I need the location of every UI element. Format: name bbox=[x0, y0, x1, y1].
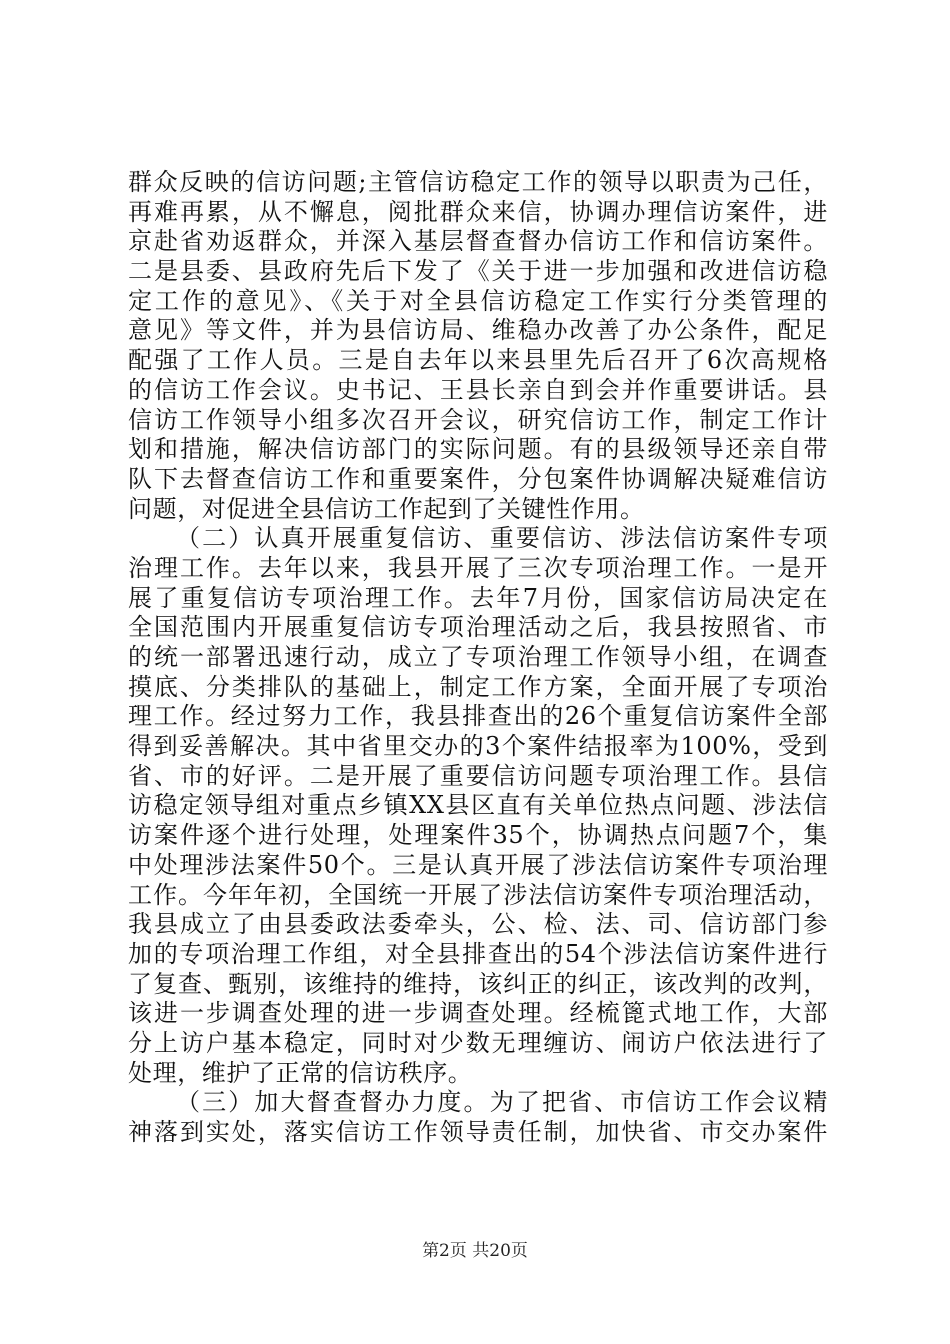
text-line: 加的专项治理工作组，对全县排查出的54个涉法信访案件进行 bbox=[128, 939, 828, 968]
text-line: 处理，维护了正常的信访秩序。 bbox=[128, 1058, 473, 1087]
text-line: 摸底、分类排队的基础上，制定工作方案，全面开展了专项治 bbox=[128, 672, 828, 701]
text-line: 意见》等文件，并为县信访局、维稳办改善了办公条件，配足 bbox=[128, 316, 828, 345]
text-line: 京赴省劝返群众，并深入基层督查督办信访工作和信访案件。 bbox=[128, 227, 828, 256]
text-line: 群众反映的信访问题;主管信访稳定工作的领导以职责为己任， bbox=[128, 168, 828, 196]
text-line: 该进一步调查处理的进一步调查处理。经梳篦式地工作，大部 bbox=[128, 999, 828, 1028]
text-line: 二是县委、县政府先后下发了《关于进一步加强和改进信访稳 bbox=[128, 257, 828, 286]
text-line: 工作。今年年初，全国统一开展了涉法信访案件专项治理活动， bbox=[128, 880, 828, 909]
text-line: 划和措施，解决信访部门的实际问题。有的县级领导还亲自带 bbox=[128, 435, 828, 464]
text-line: 的统一部署迅速行动，成立了专项治理工作领导小组，在调查 bbox=[128, 643, 828, 671]
text-line: 中处理涉法案件50个。三是认真开展了涉法信访案件专项治理 bbox=[128, 850, 828, 879]
page-footer bbox=[0, 1236, 950, 1261]
text-line: 分上访户基本稳定，同时对少数无理缠访、闹访户依法进行了 bbox=[128, 1028, 828, 1057]
text-line: 我县成立了由县委政法委牵头，公、检、法、司、信访部门参 bbox=[128, 910, 828, 939]
text-line: 治理工作。去年以来，我县开展了三次专项治理工作。一是开 bbox=[128, 553, 828, 582]
text-line: 访稳定领导组对重点乡镇XX县区直有关单位热点问题、涉法信 bbox=[128, 791, 828, 820]
text-line: （二）认真开展重复信访、重要信访、涉法信访案件专项 bbox=[176, 524, 828, 553]
text-line: 队下去督查信访工作和重要案件，分包案件协调解决疑难信访 bbox=[128, 464, 828, 493]
text-line: 再难再累，从不懈息，阅批群众来信，协调办理信访案件，进 bbox=[128, 197, 828, 226]
text-line: 理工作。经过努力工作，我县排查出的26个重复信访案件全部 bbox=[128, 702, 828, 731]
document-body bbox=[128, 168, 828, 1148]
text-line: 了复查、甄别，该维持的维持，该纠正的纠正，该改判的改判， bbox=[128, 969, 828, 998]
text-line: 访案件逐个进行处理，处理案件35个，协调热点问题7个，集 bbox=[128, 821, 828, 850]
text-line: 展了重复信访专项治理工作。去年7月份，国家信访局决定在 bbox=[128, 583, 828, 612]
text-line: 的信访工作会议。史书记、王县长亲自到会并作重要讲话。县 bbox=[128, 375, 828, 404]
text-line: 信访工作领导小组多次召开会议，研究信访工作，制定工作计 bbox=[128, 405, 828, 434]
text-line: 配强了工作人员。三是自去年以来县里先后召开了6次高规格 bbox=[128, 346, 828, 375]
text-line: 定工作的意见》、《关于对全县信访稳定工作实行分类管理的 bbox=[128, 286, 828, 315]
text-line: 省、市的好评。二是开展了重要信访问题专项治理工作。县信 bbox=[128, 761, 828, 790]
text-line: （三）加大督查督办力度。为了把省、市信访工作会议精 bbox=[176, 1088, 828, 1117]
text-line: 得到妥善解决。其中省里交办的3个案件结报率为100%，受到 bbox=[128, 732, 828, 761]
text-line: 全国范围内开展重复信访专项治理活动之后，我县按照省、市 bbox=[128, 613, 828, 642]
page-number: 第2页 共20页 bbox=[422, 1241, 528, 1261]
text-line: 神落到实处，落实信访工作领导责任制，加快省、市交办案件 bbox=[128, 1118, 828, 1146]
text-line: 问题，对促进全县信访工作起到了关键性作用。 bbox=[128, 494, 645, 523]
